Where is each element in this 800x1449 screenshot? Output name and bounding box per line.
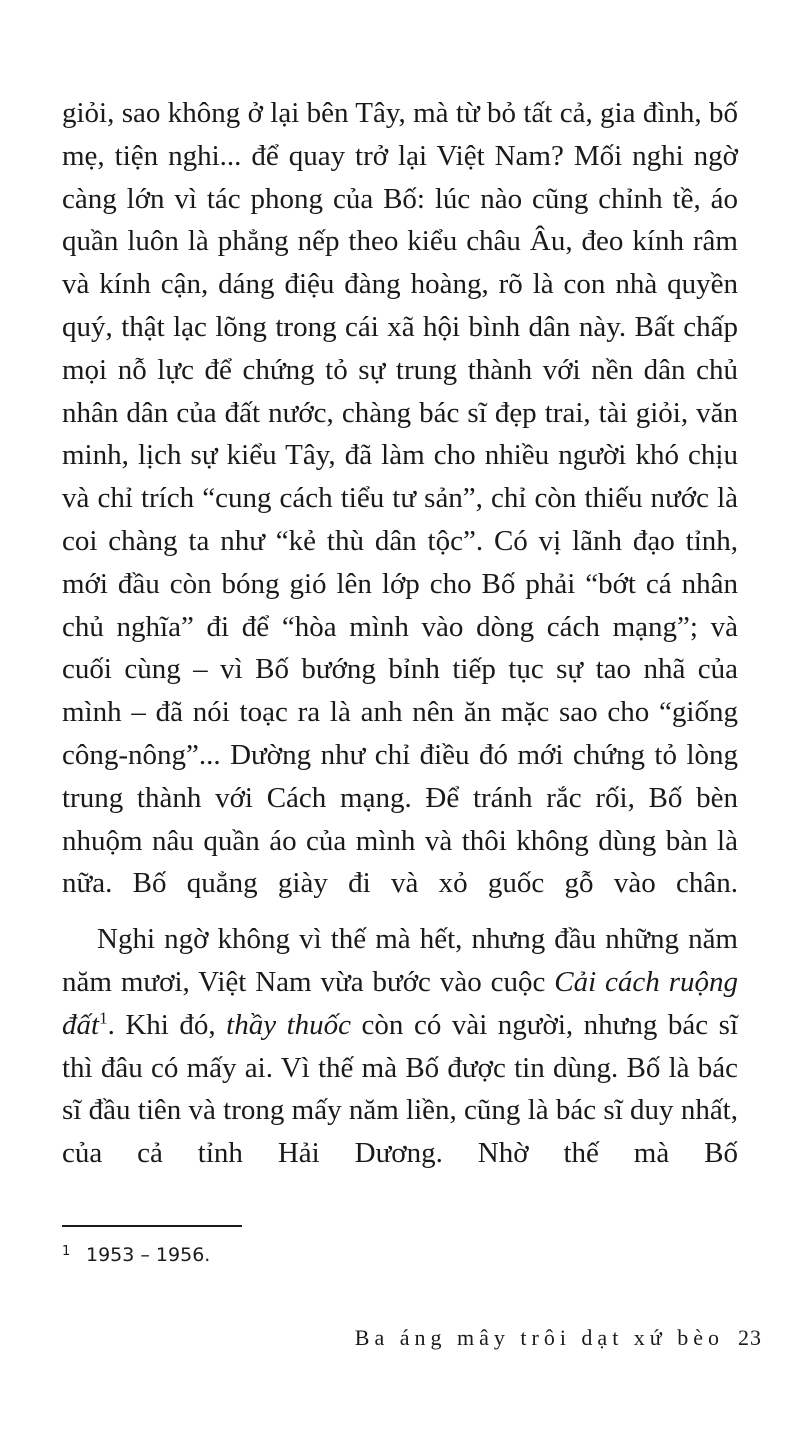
paragraph-2-tail: còn có vài người, nhưng bác sĩ thì đâu có mấy ai. Vì thế mà Bố được tin dùng. Bố là bác sĩ đầu tiên và trong mấy năm liền, cũng là bác sĩ duy nhất, của cả tỉnh Hải Dương. Nhờ thế mà Bố: [62, 1008, 739, 1170]
footnote: [62, 1238, 462, 1269]
italic-term-physician: thầy thuốc: [226, 1008, 352, 1041]
paragraph-2: [62, 918, 738, 1175]
footnote-mark: 1: [62, 1244, 71, 1259]
book-title: Ba áng mây trôi dạt xứ bèo: [354, 1325, 724, 1350]
body-text: [62, 92, 738, 1175]
running-footer: [355, 1323, 762, 1353]
page-number: 23: [738, 1325, 762, 1350]
paragraph-2-lead: Nghi ngờ không vì thế mà hết, nhưng đầu những năm năm mươi, Việt Nam vừa bước vào cuộc: [62, 923, 738, 998]
footnote-divider: [62, 1225, 242, 1227]
paragraph-1: giỏi, sao không ở lại bên Tây, mà từ bỏ tất cả, gia đình, bố mẹ, tiện nghi... để quay trở lại Việt Nam? Mối nghi ngờ càng lớn vì tác phong của Bố: lúc nào cũng chỉnh tề, áo quần luôn là phẳng nếp theo kiểu châu Âu, đeo kính râm và kính cận, dáng điệu đàng hoàng, rõ là con nhà quyền quý, thật lạc lõng trong cái xã hội bình dân này. Bất chấp mọi nỗ lực để chứng tỏ sự trung thành với nền dân chủ nhân dân của đất nước, chàng bác sĩ đẹp trai, tài giỏi, văn minh, lịch sự kiểu Tây, đã làm cho nhiều người khó chịu và chỉ trích “cung cách tiểu tư sản”, chỉ còn thiếu nước là coi chàng ta như “kẻ thù dân tộc”. Có vị lãnh đạo tỉnh, mới đầu còn bóng gió lên lớp cho Bố phải “bớt cá nhân chủ nghĩa” đi để “hòa mình vào dòng cách mạng”; và cuối cùng – vì Bố bướng bỉnh tiếp tục sự tao nhã của mình – đã nói toạc ra là anh nên ăn mặc sao cho “giống công-nông”... Dường như chỉ điều đó mới chứng tỏ lòng trung thành với Cách mạng. Để tránh rắc rối, Bố bèn nhuộm nâu quần áo của mình và thôi không dùng bàn là nữa. Bố quẳng giày đi và xỏ guốc gỗ vào chân.: [62, 97, 738, 900]
italic-term-land-reform: Cải cách ruộng đất: [62, 965, 738, 1041]
paragraph-2-mid: . Khi đó,: [107, 1008, 227, 1041]
footnote-reference: 1: [99, 1008, 108, 1028]
footnote-text: 1953 – 1956.: [86, 1244, 211, 1266]
